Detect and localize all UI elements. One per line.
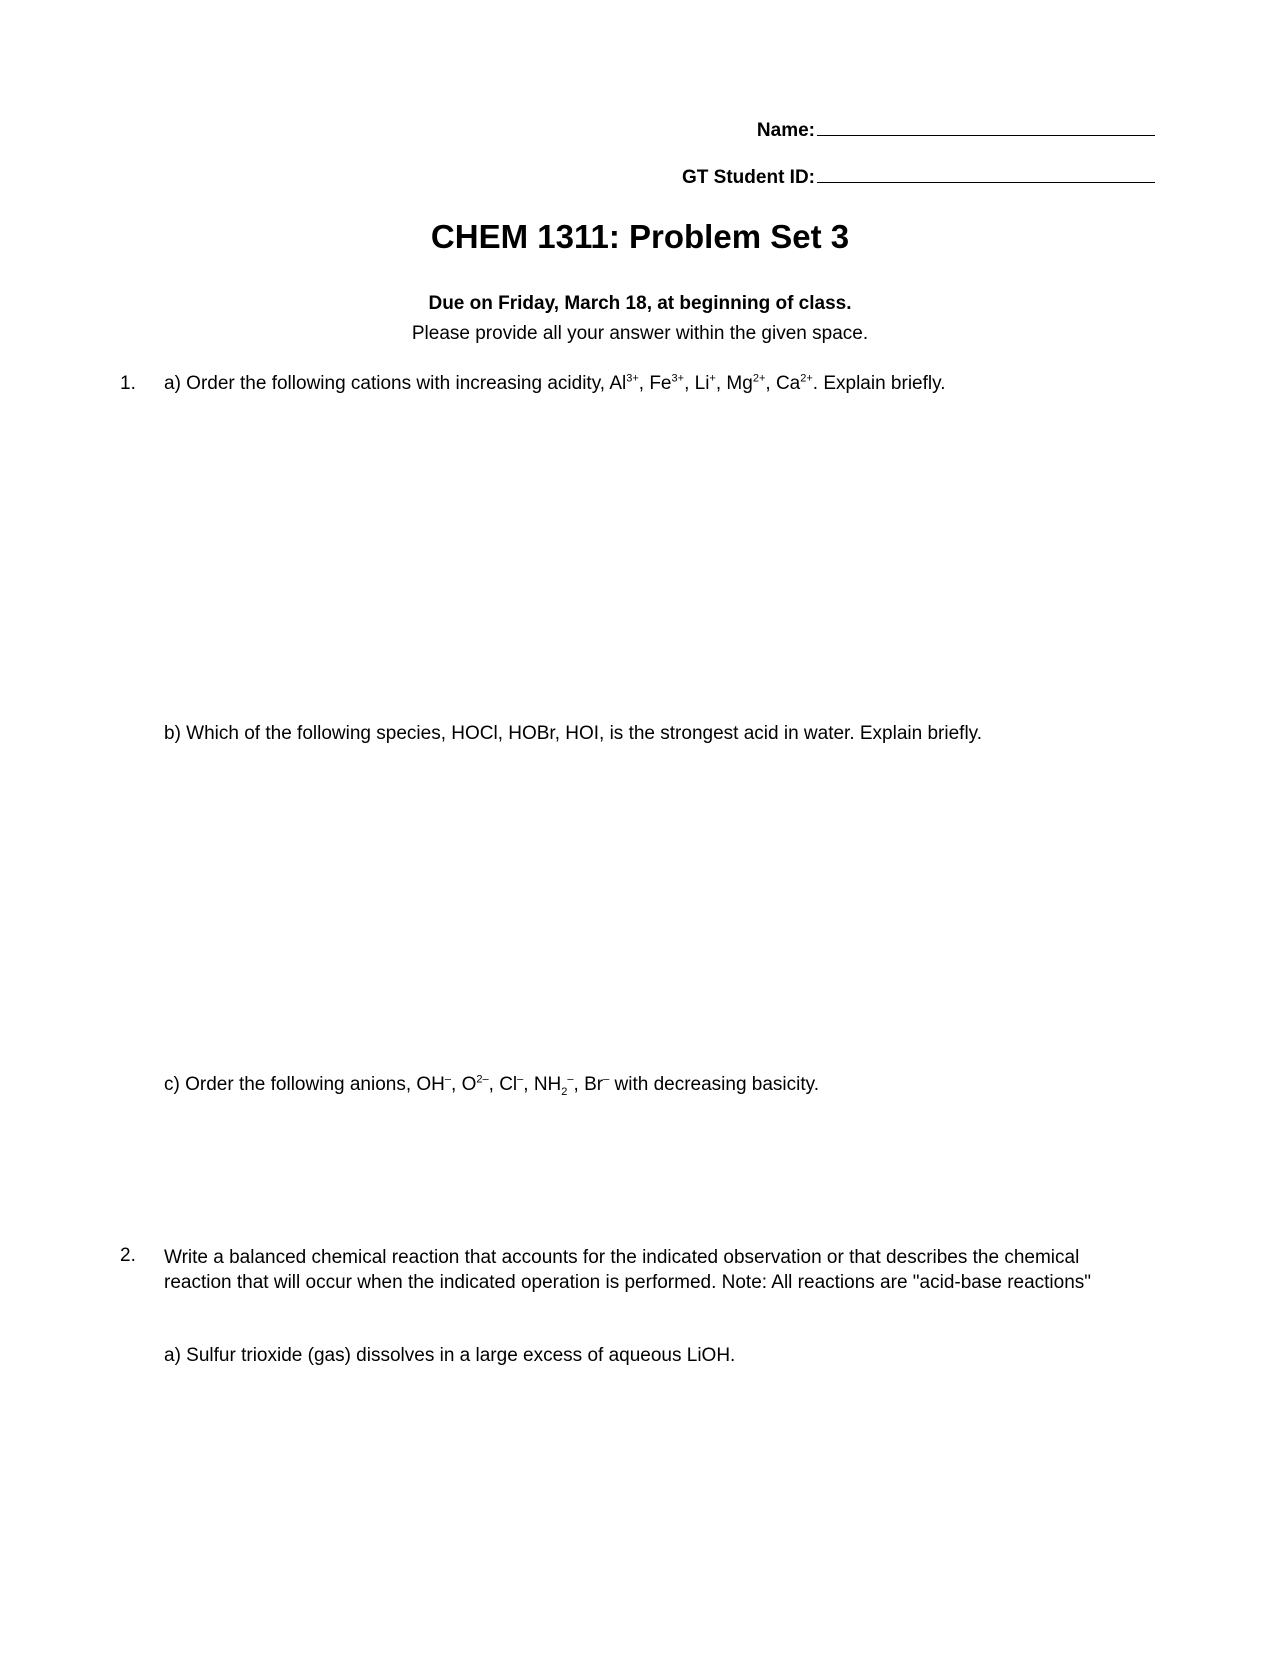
name-field[interactable] — [757, 118, 1155, 142]
question-1-number: 1. — [120, 373, 136, 394]
cation-ion: $Al^{3+}$ — [609, 372, 639, 394]
cation-ion: Li+ — [694, 372, 716, 394]
cation-ion: $Mg^{2+}$ — [726, 372, 766, 394]
cation-ion: $Fe^{3+}$ — [649, 372, 685, 394]
anion-ion: Cl– — [499, 1073, 524, 1095]
student-id-field[interactable] — [682, 165, 1155, 189]
name-blank-line[interactable] — [817, 118, 1155, 136]
anion-ion: OH– — [416, 1073, 452, 1095]
student-id-blank-line[interactable] — [817, 165, 1155, 183]
anion-ion: Br– — [584, 1073, 610, 1095]
question-2a: a) Sulfur trioxide (gas) dissolves in a large excess of aqueous LiOH. — [164, 1345, 736, 1366]
due-date: Due on Friday, March 18, at beginning of class. — [428, 293, 852, 314]
question-1c-ion-list: OH–, $O^{2-}$, Cl–, $NH_2^-$, Br– — [416, 1073, 610, 1098]
cation-ion: $Ca^{2+}$ — [775, 372, 813, 394]
page-title: CHEM 1311: Problem Set 3 — [430, 218, 850, 255]
instructions: Please provide all your answer within the given space. — [411, 323, 869, 344]
question-1a — [164, 373, 945, 395]
question-1b: b) Which of the following species, HOCl, HOBr, HOI, is the strongest acid in water. Explain briefly. — [164, 723, 983, 744]
question-2-text: Write a balanced chemical reaction that accounts for the indicated observation or that describes the chemical reaction that will occur when the indicated operation is performed. Note: All reactions are "acid-base reactions" — [164, 1247, 1092, 1293]
anion-ion: $O^{2-}$ — [461, 1073, 489, 1095]
question-1c — [164, 1074, 819, 1096]
student-id-label: GT Student ID: — [682, 167, 815, 188]
question-1c-suffix: with decreasing basicity. — [609, 1074, 820, 1095]
question-1a-suffix: . Explain briefly. — [812, 373, 946, 394]
question-2-number: 2. — [120, 1245, 136, 1266]
question-1c-prefix: c) Order the following anions, — [164, 1074, 417, 1095]
question-1a-ion-list: $Al^{3+}$, $Fe^{3+}$, Li+, $Mg^{2+}$, $Ca^{2+}$ — [609, 372, 813, 394]
anion-ion: $NH_2^-$ — [533, 1073, 574, 1098]
question-1a-prefix: a) Order the following cations with increasing acidity, — [164, 373, 610, 394]
name-label: Name: — [756, 120, 815, 141]
